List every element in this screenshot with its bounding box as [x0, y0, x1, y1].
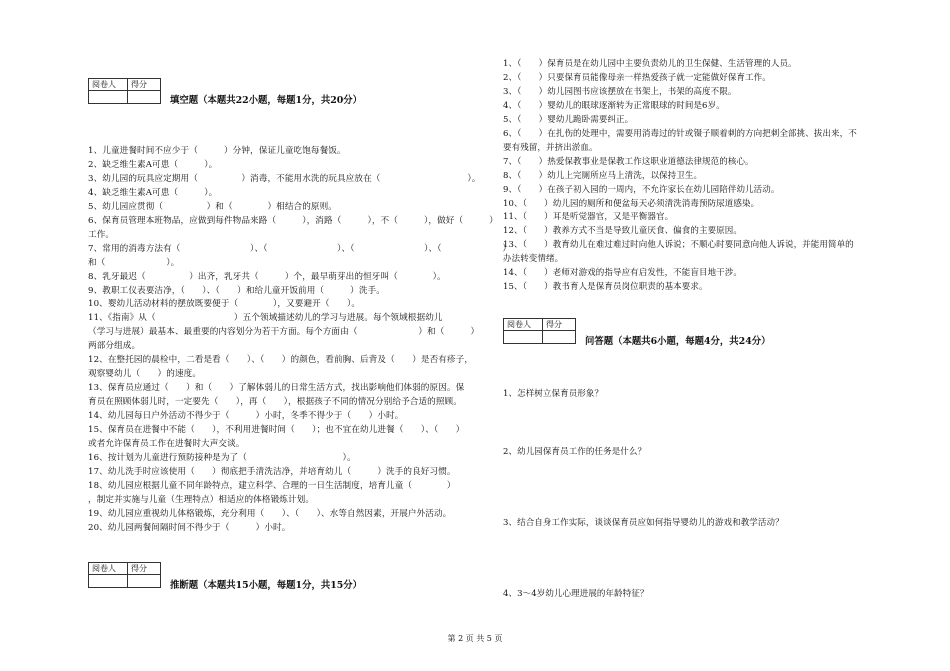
question-line: 6、保育员管理本班物品，应做到每件物品来路（ ），消路（ ），不（ ），做好（ ） [88, 215, 498, 226]
grader-label: 阅卷人 [89, 563, 128, 575]
score-label: 得分 [543, 319, 576, 331]
question-line: ，制定并实施与儿童（生理特点）相适应的体格锻炼计划。 [88, 494, 315, 505]
question-line: 2、缺乏维生素A可患（ ）。 [88, 159, 218, 170]
question-line: 3、（ ）幼儿园图书应该摆放在书架上，书架的高度不限。 [503, 86, 737, 97]
score-label: 得分 [128, 79, 161, 91]
question-line: 5、幼儿园应贯彻（ ）和（ ）相结合的原则。 [88, 201, 337, 212]
question-line: 7、（ ）热爱保教事业是保教工作这职业道德法律规范的核心。 [503, 156, 754, 167]
fill-section-title: 填空题（本题共22小题，每题1分，共20分） [170, 95, 362, 106]
grader-box-qa [503, 318, 576, 344]
question-line: 1、儿童进餐时间不应少于（ ）分钟，保证儿童吃饱每餐饭。 [88, 146, 346, 156]
question-line: 18、幼儿园应根据儿童不同年龄特点，建立科学、合理的一日生活制度，培育儿童（ ） [88, 480, 456, 491]
question-line: 办法转变情绪。 [503, 254, 564, 265]
question-line: 14、（ ）老师对游戏的指导应有启发性，不能盲目地干涉。 [503, 268, 742, 279]
question-line: 4、缺乏维生素A可患（ ）。 [88, 187, 218, 198]
question-line: 9、（ ）在孩子初入园的一周内，不允许家长在幼儿园陪伴幼儿活动。 [503, 184, 780, 195]
question-line: 或者允许保育员工作在进餐时大声交谈。 [88, 438, 245, 449]
question-line: 育员在照顾体弱儿时，一定要先（ ），再（ ），根据孩子不同的情况分别给予合适的照顾。 [88, 397, 462, 408]
question-line: 11、（ ）耳是听觉器官，又是平衡器官。 [503, 212, 674, 223]
question-line: 14、幼儿园每日户外活动不得少于（ ）小时，冬季不得少于（ ）小时。 [88, 411, 404, 422]
question-line: 4、3～4岁幼儿心理进展的年龄特征？ [503, 589, 649, 599]
question-line: 5、（ ）婴幼儿跪卧需要纠正。 [503, 114, 634, 125]
question-line: 两部分组成。 [88, 341, 141, 352]
question-line: 3、幼儿园的玩具应定期用（ ）消毒，不能用水洗的玩具应放在（ ）。 [88, 173, 481, 184]
judge-section-title: 推断题（本题共15小题，每题1分，共15分） [170, 580, 362, 591]
question-line: 要有残留，并挤出淤血。 [503, 142, 598, 153]
question-line: 7、常用的消毒方法有（ ）、（ ）、（ ）、（ ） [88, 243, 512, 254]
question-line: 8、（ ）幼儿上完厕所应马上清洗，以保持卫生。 [503, 170, 703, 181]
grader-box-fill [88, 78, 161, 104]
question-line: 10、（ ）幼儿园的厕所和便盆每天必须清洗消毒预防尿道感染。 [503, 198, 760, 209]
question-line: 和（ ）。 [88, 257, 180, 268]
question-line: 15、保育员在进餐中不能（ ），不利用进餐时间（ ）；也不宜在幼儿进餐（ ）、（ ） [88, 425, 465, 435]
question-line: 1、怎样树立保育员形象？ [503, 389, 604, 399]
question-line: 6、（ ）在扎伤的处理中，需要用消毒过的针或镊子顺着刺的方向把刺全部挑、拔出来，不 [503, 128, 857, 139]
grader-label: 阅卷人 [504, 319, 543, 331]
question-line: 12、（ ）教养方式不当是导致儿童厌食、偏食的主要原因。 [503, 226, 742, 237]
score-label: 得分 [128, 563, 161, 575]
grader-label: 阅卷人 [89, 79, 128, 91]
question-line: 8、乳牙最迟（ ）出齐，乳牙共（ ）个，最早萌芽出的恒牙叫（ ）。 [88, 271, 446, 282]
question-line: 17、幼儿洗手时应该使用（ ）彻底把手清洗洁净，并培育幼儿（ ）洗手的良好习惯。 [88, 466, 456, 477]
question-line: 16、按计划为儿童进行预防接种是为了（ ）。 [88, 452, 356, 463]
question-line: 工作。 [88, 229, 115, 240]
question-line: 2、（ ）只要保育员能像母亲一样热爱孩子就一定能做好保育工作。 [503, 72, 771, 83]
question-line: 1、（ ）保育员是在幼儿园中主要负责幼儿的卫生保健、生活管理的人员。 [503, 59, 797, 69]
question-line: 15、（ ）教书育人是保育员岗位职责的基本要求。 [503, 282, 708, 293]
question-line: 19、幼儿园应重视幼儿体格锻炼，充分利用（ ）、（ ）、水等自然因素，开展户外活动。 [88, 508, 452, 519]
question-line: 2、幼儿园保育员工作的任务是什么？ [503, 447, 647, 457]
question-line: （学习与进展）最基本、最重要的内容划分为若干方面。每个方面由（ ）和（ ） [88, 327, 480, 338]
question-line: 3、结合自身工作实际，谈谈保育员应如何指导婴幼儿的游戏和教学活动？ [503, 518, 784, 528]
qa-section-title: 问答题（本题共6小题，每题4分，共24分） [585, 336, 771, 347]
question-line: 观察婴幼儿（ ）的速度。 [88, 369, 202, 380]
question-line: 9、教职工仪表要洁净，（ ）、（ ）和给儿童开饭前用（ ）洗手。 [88, 285, 385, 296]
question-line: 13、（ ）教育幼儿在难过难过时向他人诉说；不顺心时要同意向他人诉说，并能用简单的 [503, 240, 854, 251]
question-line: 4、（ ）婴幼儿的眼球逐渐转为正常眼球的时间是6岁。 [503, 100, 725, 111]
question-line: 11、《指南》从（ ）五个领域描述幼儿的学习与进展。每个领域根据幼儿 [88, 313, 443, 324]
question-line: 20、幼儿园两餐间隔时间不得少于（ ）小时。 [88, 522, 291, 533]
question-line: 13、保育员应通过（ ）和（ ）了解体弱儿的日常生活方式，找出影响他们体弱的原因。保 [88, 383, 465, 394]
question-line: 12、在整托园的晨检中，二看是看（ ）、（ ）的颜色，看前胸、后背及（ ）是否有疹子， [88, 355, 474, 366]
question-line: 10、婴幼儿活动材料的摆放既要便于（ ），又要避开（ ）。 [88, 299, 361, 310]
grader-box-judge [88, 562, 161, 588]
page-footer: 第 2 页 共 5 页 [447, 634, 503, 643]
